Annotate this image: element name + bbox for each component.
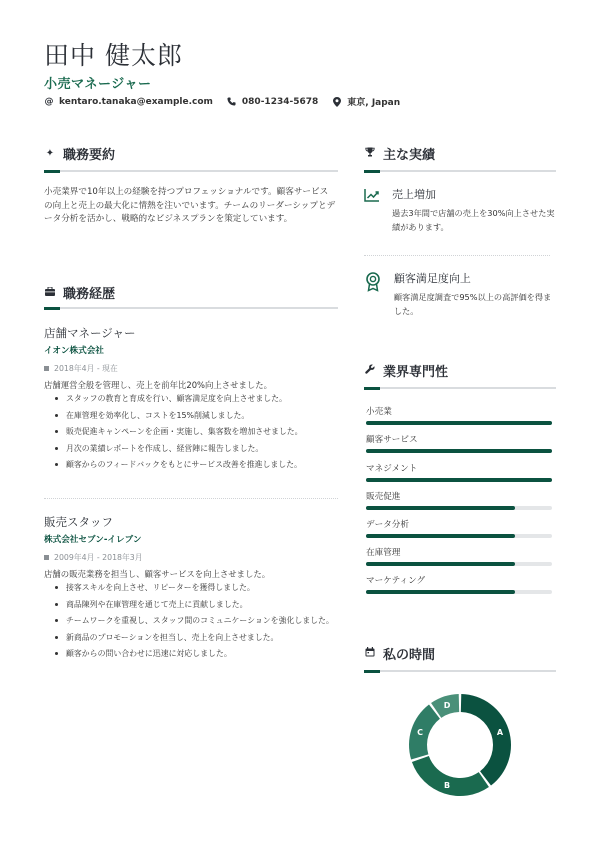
experience-divider xyxy=(44,307,338,309)
list-item: 新商品のプロモーションを担当し、売上を向上させました。 xyxy=(44,632,338,643)
contact-email[interactable] xyxy=(44,97,213,107)
summary-text: 小売業界で10年以上の経験を持つプロフェッショナルです。顧客サービスの向上と売上の最大化に情熱を注いでいます。チームのリーダーシップとデータ分析を活かし、戦略的なビジネスプランを策定しています。 xyxy=(44,187,336,224)
summary-heading: ✦ 職務要約 xyxy=(45,148,116,163)
skill-bar xyxy=(366,421,552,425)
job-company: 株式会社セブン-イレブン xyxy=(44,535,142,545)
list-item: スタッフの教育と育成を行い、顧客満足度を向上させました。 xyxy=(44,393,338,404)
skill-bar xyxy=(366,449,552,453)
skill-bar xyxy=(366,478,552,482)
job-title: 販売スタッフ xyxy=(44,515,113,529)
job-description: 店舗の販売業務を担当し、顧客サービスを向上させました。 xyxy=(44,569,271,579)
skill-item xyxy=(366,433,552,453)
trophy-icon xyxy=(364,147,376,160)
calendar-icon xyxy=(364,647,376,660)
time-heading: 私の時間 xyxy=(364,644,435,663)
job-company: イオン株式会社 xyxy=(44,346,104,356)
list-item: 顧客からの問い合わせに迅速に対応しました。 xyxy=(44,648,338,659)
location-icon xyxy=(332,97,342,107)
list-item: 販売促進キャンペーンを企画・実施し、集客数を増加させました。 xyxy=(44,426,338,437)
donut-label-d: D xyxy=(443,701,451,711)
skill-item xyxy=(366,518,552,538)
time-donut-chart xyxy=(400,685,520,805)
achievement-separator xyxy=(364,255,550,256)
skill-name: 在庫管理 xyxy=(366,548,401,558)
skill-item xyxy=(366,574,552,594)
skill-fill xyxy=(366,506,515,510)
job-entry xyxy=(44,325,338,476)
donut-slice-b xyxy=(412,756,489,796)
achievements-heading: 主な実績 xyxy=(364,144,435,163)
skill-item xyxy=(366,462,552,482)
skill-name: マネジメント xyxy=(366,464,418,474)
donut-slice-a xyxy=(461,694,511,785)
list-item: チームワークを重視し、スタッフ間のコミュニケーションを強化しました。 xyxy=(44,615,338,626)
skill-fill xyxy=(366,421,552,425)
calendar-icon xyxy=(44,555,49,560)
skill-fill xyxy=(366,449,552,453)
chart-line-icon xyxy=(364,188,380,234)
achievement-item xyxy=(364,270,556,318)
candidate-role: 小売マネージャー xyxy=(44,77,152,92)
donut-label-c: C xyxy=(417,728,423,738)
skill-name: 小売業 xyxy=(366,407,392,417)
donut-label-a: A xyxy=(496,728,504,738)
donut-label-b: B xyxy=(443,780,451,790)
job-separator xyxy=(44,498,338,499)
skills-divider xyxy=(364,387,556,389)
job-date: 2009年4月 - 2018年3月 xyxy=(44,552,338,563)
skill-fill xyxy=(366,562,515,566)
achievement-title: 売上増加 xyxy=(392,188,436,201)
skill-fill xyxy=(366,534,515,538)
job-description: 店舗運営全般を管理し、売上を前年比20%向上させました。 xyxy=(44,380,272,390)
job-entry xyxy=(44,514,338,665)
contact-phone-text: 080-1234-5678 xyxy=(241,96,319,107)
contact-location-text: 東京, Japan xyxy=(347,98,401,108)
list-item: 顧客からのフィードバックをもとにサービス改善を推進しました。 xyxy=(44,459,338,470)
job-bullets xyxy=(44,393,338,470)
achievement-title: 顧客満足度向上 xyxy=(393,272,471,285)
job-date: 2018年4月 - 現在 xyxy=(44,363,338,374)
award-icon xyxy=(364,272,382,318)
skill-fill xyxy=(366,478,552,482)
list-item: 月次の業績レポートを作成し、経営陣に報告しました。 xyxy=(44,443,338,454)
skill-bar xyxy=(366,506,552,510)
skill-name: 顧客サービス xyxy=(366,435,418,445)
contact-phone[interactable] xyxy=(227,97,318,107)
job-bullets xyxy=(44,582,338,659)
skill-bar xyxy=(366,590,552,594)
at-icon: @ xyxy=(44,96,54,107)
list-item: 在庫管理を効率化し、コストを15%削減しました。 xyxy=(44,410,338,421)
sparkle-icon: ✦ xyxy=(45,148,55,159)
skills-heading: 業界専門性 xyxy=(364,361,448,380)
contact-info xyxy=(44,95,400,108)
experience-heading: 職務経歴 xyxy=(44,283,115,302)
summary-divider xyxy=(44,170,338,172)
achievement-text: 顧客満足度調査で95%以上の高評価を得ました。 xyxy=(393,292,552,316)
calendar-icon xyxy=(44,366,49,371)
briefcase-icon xyxy=(44,287,56,299)
achievement-item xyxy=(364,186,556,234)
skill-item xyxy=(366,546,552,566)
contact-email-text: kentaro.tanaka@example.com xyxy=(59,96,213,107)
donut-slice-c xyxy=(409,705,440,760)
contact-location xyxy=(332,95,400,108)
skill-fill xyxy=(366,590,515,594)
skill-name: 販売促進 xyxy=(366,492,401,502)
skill-bar xyxy=(366,534,552,538)
job-title: 店舗マネージャー xyxy=(44,326,136,340)
skill-bar xyxy=(366,562,552,566)
skill-item xyxy=(366,405,552,425)
time-divider xyxy=(364,670,556,672)
achievement-text: 過去3年間で店舗の売上を30%向上させた実績があります。 xyxy=(392,208,555,232)
wrench-icon xyxy=(364,364,376,377)
candidate-name: 田中 健太郎 xyxy=(44,41,183,70)
phone-icon xyxy=(227,97,237,107)
skill-item xyxy=(366,490,552,510)
list-item: 商品陳列や在庫管理を通じて売上に貢献しました。 xyxy=(44,599,338,610)
achievements-divider xyxy=(364,170,556,172)
skill-name: データ分析 xyxy=(366,520,409,530)
list-item: 接客スキルを向上させ、リピーターを獲得しました。 xyxy=(44,582,338,593)
skill-name: マーケティング xyxy=(366,576,426,586)
